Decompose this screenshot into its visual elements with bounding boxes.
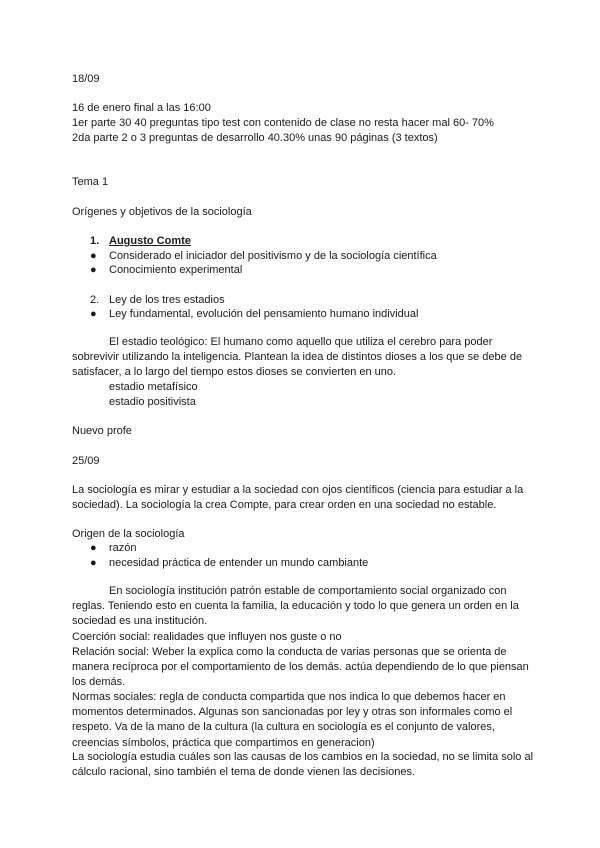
tema-heading: Tema 1 xyxy=(72,176,109,188)
paragraph-cambios: La sociología estudia cuáles son las causas de los cambios en la sociedad, no se limita solo al cálculo racional, sino también el tema de donde vienen las decisiones. xyxy=(72,751,534,779)
origen-heading: Origen de la sociología xyxy=(72,528,185,540)
bullet-icon: ● xyxy=(90,250,97,262)
list-item: Considerado el iniciador del positivismo y de la sociología científica xyxy=(109,250,437,262)
list-number: 1. xyxy=(90,235,100,247)
bullet-icon: ● xyxy=(90,542,97,554)
estadios-heading: Ley de los tres estadios xyxy=(109,294,225,306)
list-item: Ley fundamental, evolución del pensamiento humano individual xyxy=(109,308,419,320)
exam-line-1: 16 de enero final a las 16:00 xyxy=(72,102,211,114)
estadio-positivista: estadio positivista xyxy=(109,396,196,408)
estadio-metafisico: estadio metafísico xyxy=(109,381,198,393)
paragraph-definicion: La sociología es mirar y estudiar a la sociedad con ojos científicos (ciencia para estudiar a la sociedad). La sociología la crea Compte, para crear orden en una sociedad no estable. xyxy=(72,484,524,512)
nuevo-profe-note: Nuevo profe xyxy=(72,425,132,437)
bullet-icon: ● xyxy=(90,308,97,320)
list-item: razón xyxy=(109,542,137,554)
date-heading-2: 25/09 xyxy=(72,455,100,467)
date-heading: 18/09 xyxy=(72,73,100,85)
list-item: Conocimiento experimental xyxy=(109,264,243,276)
paragraph-relacion: Relación social: Weber la explica como la conducta de varias personas que se orienta de manera recíproca por el comportamiento de los demás. actúa dependiendo de lo que piensan los demás. xyxy=(72,646,529,689)
paragraph-normas: Normas sociales: regla de conducta compartida que nos indica lo que debemos hacer en momentos determinados. Algunas son sancionadas por ley y otras son informales como el respeto. Va de la mano de la cultura (la cultura en sociología es el conjunto de valores, creencias símbolos, práctica que compartimos en generacion) xyxy=(72,691,513,749)
paragraph-teologico: El estadio teológico: El humano como aquello que utiliza el cerebro para poder sobrevivir utilizando la inteligencia. Plantean la idea de distintos dioses a los que se debe de satisfacer, a lo largo del tiempo estos dioses se convierten en uno. xyxy=(72,336,523,379)
paragraph-coercion: Coerción social: realidades que influyen nos guste o no xyxy=(72,631,342,643)
paragraph-institucion: En sociología institución patrón estable de comportamiento social organizado con reglas. Teniendo esto en cuenta la familia, la educación y todo lo que genera un orden en la sociedad es una institución. xyxy=(72,585,519,628)
comte-heading: Augusto Comte xyxy=(109,235,191,247)
list-number: 2. xyxy=(90,294,100,306)
exam-line-3: 2da parte 2 o 3 preguntas de desarrollo 40.30% unas 90 páginas (3 textos) xyxy=(72,132,438,144)
section-title: Orígenes y objetivos de la sociología xyxy=(72,206,252,218)
bullet-icon: ● xyxy=(90,557,97,569)
exam-line-2: 1er parte 30 40 preguntas tipo test con contenido de clase no resta hacer mal 60- 70% xyxy=(72,117,494,129)
list-item: necesidad práctica de entender un mundo cambiante xyxy=(109,557,369,569)
bullet-icon: ● xyxy=(90,264,97,276)
